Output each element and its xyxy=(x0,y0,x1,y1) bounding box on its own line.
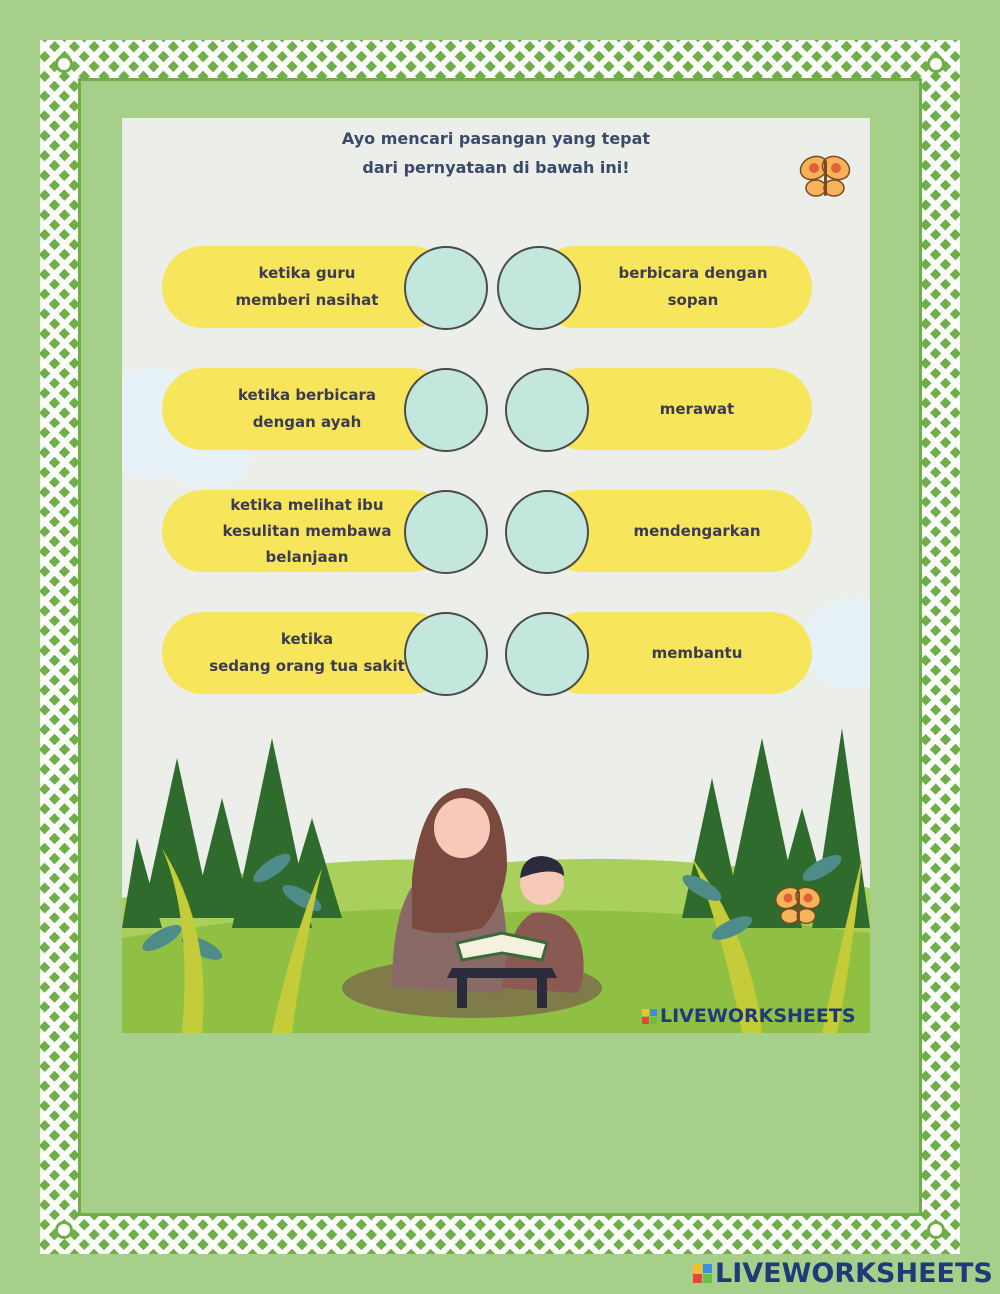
answer-drop-circle-right[interactable] xyxy=(505,368,589,452)
right-option-text: merawat xyxy=(659,399,735,418)
answer-drop-circle-left[interactable] xyxy=(404,368,488,452)
left-statement-text: ketika melihat ibu kesulitan membawa belanjaan xyxy=(222,496,392,566)
answer-drop-circle-right[interactable] xyxy=(497,246,581,330)
answer-drop-circle-right[interactable] xyxy=(505,612,589,696)
right-option-text: berbicara dengan sopan xyxy=(618,264,768,309)
frame-corner-dot xyxy=(927,1221,945,1239)
answer-drop-circle-right[interactable] xyxy=(505,490,589,574)
landscape-illustration xyxy=(122,698,870,1033)
worksheet-title xyxy=(122,124,870,182)
answer-drop-circle-left[interactable] xyxy=(404,246,488,330)
left-statement-text: ketika sedang orang tua sakit xyxy=(209,630,405,675)
liveworksheets-footer-logo[interactable] xyxy=(693,1258,993,1289)
answer-drop-circle-left[interactable] xyxy=(404,612,488,696)
logo-text: LIVEWORKSHEETS xyxy=(660,1005,856,1027)
left-statement-text: ketika berbicara dengan ayah xyxy=(237,386,377,431)
frame-corner-dot xyxy=(55,55,73,73)
liveworksheets-mark-icon xyxy=(642,1009,657,1024)
title-line: dari pernyataan di bawah ini! xyxy=(362,158,630,177)
title-line: Ayo mencari pasangan yang tepat xyxy=(341,129,651,148)
frame-corner-dot xyxy=(927,55,945,73)
right-option-text: mendengarkan xyxy=(633,521,761,540)
worksheet-image xyxy=(122,118,870,1033)
right-option-text: membantu xyxy=(651,643,743,662)
liveworksheets-mark-icon xyxy=(693,1264,712,1283)
answer-drop-circle-left[interactable] xyxy=(404,490,488,574)
logo-text: LIVEWORKSHEETS xyxy=(715,1258,993,1289)
cloud-right xyxy=(802,598,870,688)
butterfly-icon xyxy=(794,146,858,210)
left-statement-text: ketika guru memberi nasihat xyxy=(235,264,379,309)
frame-corner-dot xyxy=(55,1221,73,1239)
liveworksheets-inner-logo xyxy=(642,1005,856,1027)
butterfly-icon xyxy=(770,878,828,936)
